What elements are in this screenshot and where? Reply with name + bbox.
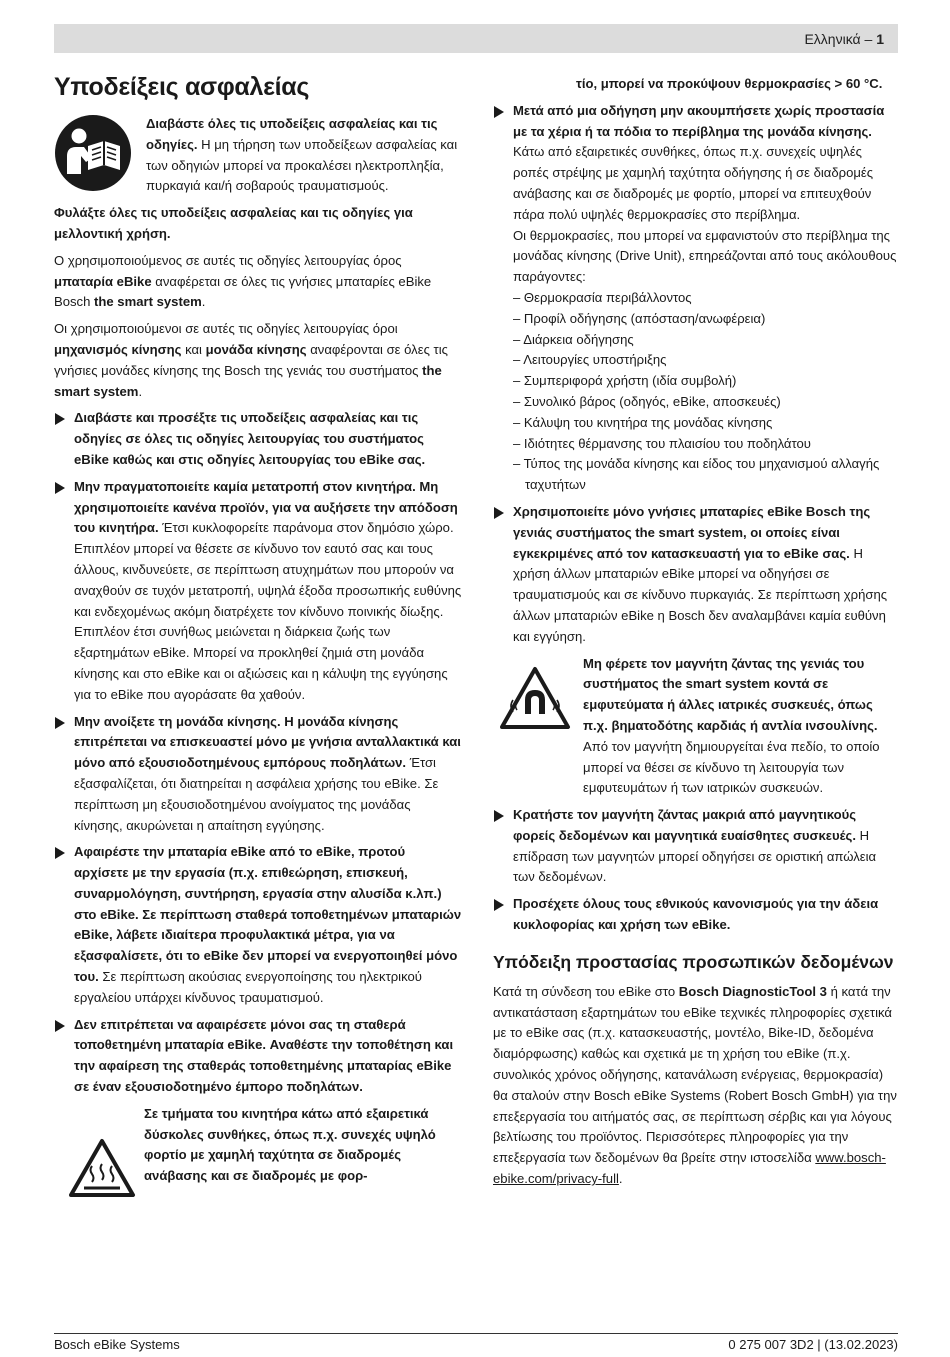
b3-text: Έτσι εξασφαλίζεται, ότι διατηρείται η ασφάλεια χρήσης του eBike. Σε περίπτωση μη εξουσιοδοτημένου ανοίγματος της μονάδας κίνησης, ακυρώνεται η απαίτηση εγγύησης. <box>74 755 439 833</box>
privacy-link[interactable]: www.bosch-ebike.com/privacy-full <box>493 1150 886 1187</box>
p1-b: μπαταρία eBike <box>54 273 152 289</box>
hot-surface-warning-icon <box>68 1138 136 1200</box>
list-item: – Τύπος της μονάδα κίνησης και είδος του μηχανισμού αλλαγής ταχυτήτων <box>513 456 880 493</box>
bullet-arrow-icon <box>494 899 504 911</box>
p1-c: αναφέρεται σε όλες τις γνήσιες μπαταρίες eBike Bosch <box>54 273 432 310</box>
page-title: Υποδείξεις ασφαλείας <box>54 73 310 101</box>
hot-surface-continued <box>493 74 899 95</box>
bullet-do-not-open <box>54 712 462 837</box>
hot-bold: Σε τμήματα του κινητήρα κάτω από εξαιρετικά δύσκολες συνθήκες, όπως π.χ. συνεχές υψηλό φορτίο με χαμηλή ταχύτητα σε διαδρομές ανάβασης και σε διαδρομές με φορ- <box>144 1105 436 1184</box>
p2-f: the smart system <box>54 362 442 399</box>
p1-d: the smart system <box>94 294 202 310</box>
privacy-heading: Υπόδειξη προστασίας προσωπικών δεδομένων <box>493 951 894 972</box>
privacy-d: . <box>618 1171 623 1187</box>
p1-a: Ο χρησιμοποιούμενος σε αυτές τις οδηγίες λειτουργίας όρος <box>54 252 402 268</box>
header-language: Ελληνικά <box>804 31 861 47</box>
b2-text: Έτσι κυκλοφορείτε παράνομα στον δημόσιο χώρο. Επιπλέον μπορεί να θέσετε σε κίνδυνο τον εαυτό σας και τους άλλους, κινδυνεύετε, σε περίπτωση ατυχημάτων που μπορούν να αναχθούν σε τυχόν μετατροπή, υψηλά έξοδα προσωπικής ευθύνης και ενδεχομένως ακόμη διατρέχετε τον κίνδυνο ποινικής δίωξης. Επιπλέον έτσι συνήθως μειώνεται η διάρκεια ζωής των εξαρτημάτων eBike. Μπορεί να προκληθεί ζημιά στη μονάδα κίνησης και στο eBike και οι αξιώσεις και η κάλυψη της εγγύησης για το eBike που αγοράσατε θα χαθούν. <box>74 520 462 702</box>
b7-bold: Χρησιμοποιείτε μόνο γνήσιες μπαταρίες eBike Bosch της γενιάς συστήματος the smart system, οι οποίες είναι εγκεκριμένες από τον κατασκευαστή για το eBike σας. <box>513 503 871 561</box>
p2-e: αναφέρονται σε όλες τις γνήσιες μονάδες κίνησης της Bosch της γενιάς του συστήματος <box>54 341 448 378</box>
bullet-dont-touch-housing <box>493 101 899 496</box>
list-item: – Ιδιότητες θέρμανσης του πλαισίου του ποδηλάτου <box>513 435 811 451</box>
bullet-arrow-icon <box>55 717 65 729</box>
page-number: 1 <box>876 31 884 47</box>
bullet-remove-battery <box>54 842 462 1008</box>
bullet-arrow-icon <box>55 847 65 859</box>
term-drive-paragraph <box>54 319 462 402</box>
bullet-no-modification <box>54 477 462 706</box>
magnet-bold: Μη φέρετε τον μαγνήτη ζάντας της γενιάς του συστήματος the smart system κοντά σε εμφυτεύματα ή άλλες ιατρικές συσκευές, όπως π.χ. βηματοδότης καρδιάς ή αντλία ινσουλίνης. <box>583 655 878 733</box>
p2-d: μονάδα κίνησης <box>205 341 307 357</box>
b6-p2: Οι θερμοκρασίες, που μπορεί να εμφανιστούν στο περίβλημα της μονάδας κίνησης (Drive Unit), επηρεάζονται από τους ακόλουθους παράγοντες: <box>513 227 897 285</box>
bullet-arrow-icon <box>494 106 504 118</box>
footer-doc-number: 0 275 007 3D2 | (13.02.2023) <box>728 1337 898 1352</box>
b1-bold: Διαβάστε και προσέξτε τις υποδείξεις ασφαλείας και τις οδηγίες σε όλες τις οδηγίες λειτουργίας του συστήματος eBike καθώς και στις οδηγίες λειτουργίας του eBike σας. <box>74 410 426 467</box>
intro-rest: Η μη τήρηση των υποδείξεων ασφαλείας και των οδηγιών μπορεί να προκαλέσει ηλεκτροπληξία, πυρκαγιά και/ή σοβαρούς τραυματισμούς. <box>146 136 458 194</box>
magnet-block <box>493 654 899 800</box>
hot-cont-bold: τίο, μπορεί να προκύψουν θερμοκρασίες > 60 °C. <box>576 76 883 91</box>
p1-e: . <box>201 294 206 310</box>
list-item: – Λειτουργίες υποστήριξης <box>513 352 667 368</box>
intro-text <box>146 114 462 197</box>
bullet-read-all <box>54 408 462 470</box>
intro-bold: Διαβάστε όλες τις υποδείξεις ασφαλείας και τις οδηγίες. <box>146 116 438 152</box>
b4-text: Σε περίπτωση ακούσιας ενεργοποίησης του ηλεκτρικού εργαλείου υπάρχει κίνδυνος τραυματισμού. <box>74 969 422 1005</box>
p2-c: και <box>181 341 206 357</box>
bullet-arrow-icon <box>55 482 65 494</box>
page-header <box>804 31 884 47</box>
footer-divider <box>54 1333 898 1334</box>
b2-bold: Μην πραγματοποιείτε καμία μετατροπή στον κινητήρα. Μη χρησιμοποιείτε κανένα προϊόν, για να αυξήσετε την απόδοση του κινητήρα. <box>74 478 458 536</box>
p2-g: . <box>138 383 143 399</box>
magnet-warning-icon <box>499 666 571 730</box>
list-item: – Διάρκεια οδήγησης <box>513 331 634 347</box>
privacy-a: Κατά τη σύνδεση του eBike στο <box>493 983 679 999</box>
keep-instructions <box>54 203 462 245</box>
bullet-fixed-battery <box>54 1015 462 1098</box>
bullet-keep-magnet-away <box>493 805 899 888</box>
b9-bold: Προσέχετε όλους τους εθνικούς κανονισμούς για την άδεια κυκλοφορίας και χρήση των eBike. <box>513 896 879 933</box>
bullet-arrow-icon <box>494 507 504 519</box>
bullet-arrow-icon <box>55 1020 65 1032</box>
bullet-arrow-icon <box>55 413 65 425</box>
magnet-text <box>583 654 899 800</box>
read-manual-block <box>54 114 462 197</box>
list-item: – Κάλυψη του κινητήρα της μονάδας κίνησης <box>513 414 773 430</box>
keep-bold: Φυλάξτε όλες τις υποδείξεις ασφαλείας και τις οδηγίες για μελλοντική χρήση. <box>54 205 413 241</box>
b8-bold: Κρατήστε τον μαγνήτη ζάντας μακριά από μαγνητικούς φορείς δεδομένων και μαγνητικά ευαίσθητες συσκευές. <box>513 807 857 843</box>
hot-surface-text <box>144 1104 462 1200</box>
b5-bold: Δεν επιτρέπεται να αφαιρέσετε μόνοι σας τη σταθερά τοποθετημένη μπαταρία eBike. Αναθέστε την τοποθέτηση και την αφαίρεση της σταθεράς τοποθετημένης μπαταρίας eBike σε έναν εξουσιοδοτημένο έμπορο ποδηλάτων. <box>74 1016 454 1095</box>
factor-list <box>513 288 899 496</box>
privacy-b: Bosch DiagnosticTool 3 <box>678 983 827 999</box>
b3-bold: Μην ανοίξετε τη μονάδα κίνησης. Η μονάδα κίνησης επιτρέπεται να επισκευαστεί μόνο με γνήσια ανταλλακτικά και μόνο από εξουσιοδοτημένους εμπόρους ποδηλάτων. <box>74 713 461 771</box>
hot-surface-block <box>54 1104 462 1200</box>
b6-bold: Μετά από μια οδήγηση μην ακουμπήσετε χωρίς προστασία με τα χέρια ή τα πόδια το περίβλημα της μονάδα κίνησης. <box>513 102 885 139</box>
b7-text: Η χρήση άλλων μπαταριών eBike μπορεί να οδηγήσει σε τραυματισμούς και σε κίνδυνο πυρκαγιάς. Σε περίπτωση χρήσης άλλων μπαταριών eBike η Bosch δεν αναλαμβάνει καμία ευθύνη και εγγύηση. <box>513 545 888 644</box>
b6-text: Κάτω από εξαιρετικές συνθήκες, όπως π.χ. συνεχείς υψηλές ροπές στρέψης με χαμηλή ταχύτητα οδήγησης ή σε διαδρομές ανάβασης και σε διαδρομές με φορτίο, μπορεί να επιτευχθούν πάρα πολύ υψηλές θερμοκρασίες στο περίβλημα. <box>513 144 874 222</box>
privacy-paragraph <box>493 982 899 1190</box>
left-column <box>54 70 462 1206</box>
footer-company: Bosch eBike Systems <box>54 1337 180 1352</box>
list-item: – Συμπεριφορά χρήστη (ιδία συμβολή) <box>513 373 737 389</box>
magnet-rest: Από τον μαγνήτη δημιουργείται ένα πεδίο, το οποίο μπορεί να θέσει σε κίνδυνο τη λειτουργία των εμφυτευμάτων ή των ιατρικών συσκευών. <box>583 738 880 796</box>
header-bar <box>54 24 898 53</box>
p2-b: μηχανισμός κίνησης <box>54 341 182 357</box>
bullet-genuine-batteries <box>493 502 899 648</box>
p2-a: Οι χρησιμοποιούμενοι σε αυτές τις οδηγίες λειτουργίας όροι <box>54 321 398 337</box>
privacy-c: ή κατά την αντικατάσταση εξαρτημάτων του eBike τεχνικές πληροφορίες σχετικά με το eBike σας (π.χ. κατασκευαστής, μοντέλο, Bike-ID, δεδομένα διαμόρφωσης) καθώς και σχετικά με τη χρήση του eBike (π.χ. συνολικός χρόνος οδήγησης, κατανάλωση ενέργειας, θερμοκρασία) θα σταλούν στην Bosch eBike Systems (Robert Bosch GmbH) για την επεξεργασία του αιτήματός σας, σε περίπτωση σέρβις και για λόγους βελτίωσης του προϊόντος. Περισσότερες πληροφορίες για την επεξεργασία των δεδομένων θα βρείτε στην ιστοσελίδα <box>493 983 897 1166</box>
header-separator: – <box>860 31 877 47</box>
term-battery-paragraph <box>54 251 462 313</box>
read-manual-icon <box>54 114 132 192</box>
b8-text: Η επίδραση των μαγνητών μπορεί οδηγήσει σε οριστική απώλεια των δεδομένων. <box>513 827 877 885</box>
bullet-arrow-icon <box>494 810 504 822</box>
b4-bold: Αφαιρέστε την μπαταρία eBike από το eBike, προτού αρχίσετε με την εργασία (π.χ. επιθεώρηση, επισκευή, συναρμολόγηση, συντήρηση, εργασία στην αλυσίδα κ.λπ.) στο eBike. Σε περίπτωση σταθερά τοποθετημένων μπαταριών eBike, λάβετε ιδιαίτερα προφυλακτικά μέτρα, για να εξασφαλίσετε, ότι το eBike δεν μπορεί να ενεργοποιηθεί μόνο του. <box>74 844 462 985</box>
list-item: – Θερμοκρασία περιβάλλοντος <box>513 289 692 305</box>
bullet-national-regulations <box>493 894 899 936</box>
right-column <box>493 74 899 1196</box>
list-item: – Προφίλ οδήγησης (απόσταση/ανωφέρεια) <box>513 310 766 326</box>
list-item: – Συνολικό βάρος (οδηγός, eBike, αποσκευές) <box>513 393 781 409</box>
